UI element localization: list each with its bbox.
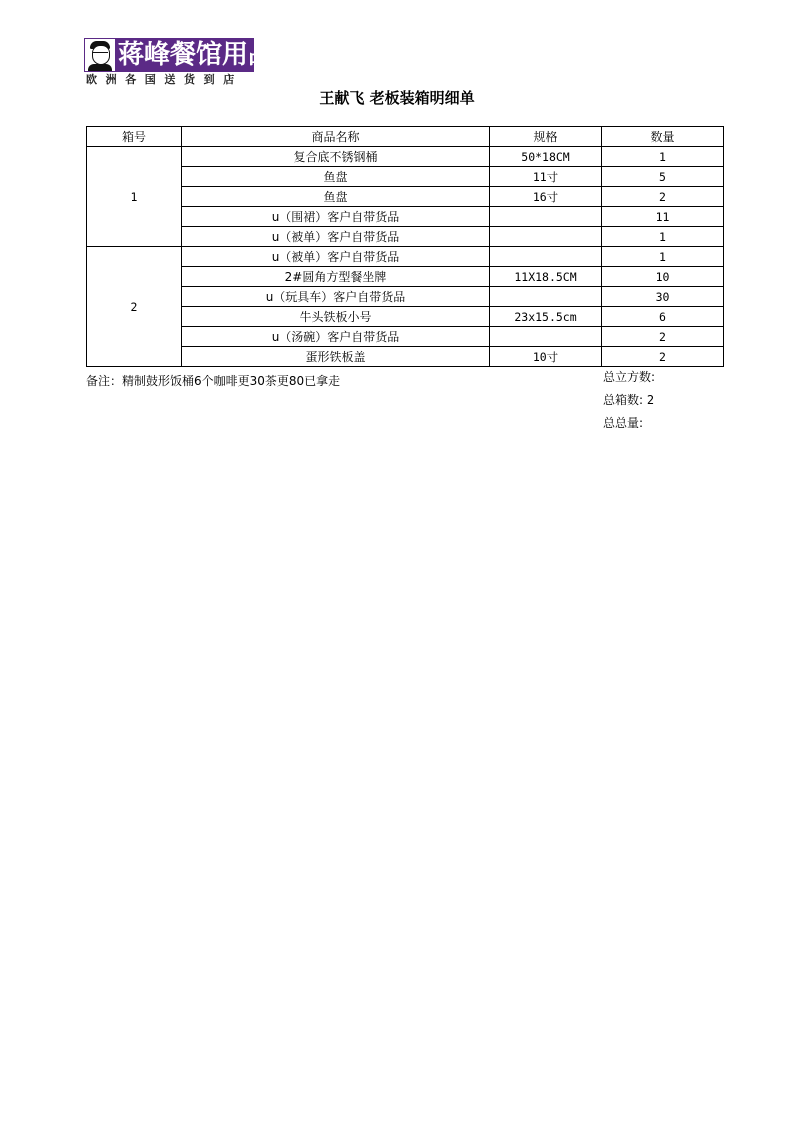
quantity-cell: 10 — [602, 267, 724, 287]
table-row — [87, 187, 724, 207]
product-name-cell: 2#圆角方型餐坐牌 — [182, 267, 490, 287]
header-spec: 规格 — [490, 127, 602, 147]
table-row — [87, 267, 724, 287]
product-name-cell: 鱼盘 — [182, 187, 490, 207]
product-name-cell: u（玩具车）客户自带货品 — [182, 287, 490, 307]
table-row — [87, 207, 724, 227]
table-row — [87, 147, 724, 167]
table-row — [87, 167, 724, 187]
packing-list-table — [86, 126, 724, 367]
box-number-cell: 1 — [87, 147, 182, 247]
portrait-icon — [85, 39, 115, 71]
logo-banner — [84, 38, 275, 72]
table-header-row — [87, 127, 724, 147]
document-title: 王献飞 老板装箱明细单 — [319, 89, 475, 107]
product-name-cell: u（汤碗）客户自带货品 — [182, 327, 490, 347]
total-boxes-label: 总箱数: — [603, 393, 644, 407]
spec-cell: 10寸 — [490, 347, 602, 367]
table-row — [87, 247, 724, 267]
total-boxes-line — [603, 392, 655, 415]
table-row — [87, 347, 724, 367]
total-boxes-value: 2 — [646, 393, 655, 407]
spec-cell — [490, 207, 602, 227]
quantity-cell: 2 — [602, 187, 724, 207]
product-name-cell: 蛋形铁板盖 — [182, 347, 490, 367]
table-row — [87, 287, 724, 307]
quantity-cell: 6 — [602, 307, 724, 327]
spec-cell: 50*18CM — [490, 147, 602, 167]
remarks-note: 备注：精制鼓形饭桶6个咖啡更30茶更80已拿走 — [86, 374, 341, 388]
total-weight-line — [603, 415, 655, 438]
spec-cell — [490, 227, 602, 247]
spec-cell: 11寸 — [490, 167, 602, 187]
quantity-cell: 30 — [602, 287, 724, 307]
product-name-cell: u（被单）客户自带货品 — [182, 227, 490, 247]
header-product-name: 商品名称 — [182, 127, 490, 147]
company-logo — [84, 38, 275, 90]
spec-cell — [490, 247, 602, 267]
spec-cell: 23x15.5cm — [490, 307, 602, 327]
quantity-cell: 2 — [602, 327, 724, 347]
spec-cell — [490, 327, 602, 347]
header-quantity: 数量 — [602, 127, 724, 147]
quantity-cell: 1 — [602, 227, 724, 247]
header-box-no: 箱号 — [87, 127, 182, 147]
quantity-cell: 1 — [602, 247, 724, 267]
spec-cell — [490, 287, 602, 307]
table-row — [87, 307, 724, 327]
totals-summary — [603, 369, 655, 438]
logo-tagline: 欧洲各国送货到店 — [86, 73, 243, 86]
box-number-cell: 2 — [87, 247, 182, 367]
total-weight-label: 总总量: — [603, 416, 644, 430]
product-name-cell: 鱼盘 — [182, 167, 490, 187]
quantity-cell: 5 — [602, 167, 724, 187]
product-name-cell: 复合底不锈钢桶 — [182, 147, 490, 167]
logo-company-name: 蒋峰餐馆用品 — [118, 40, 275, 70]
product-name-cell: u（围裙）客户自带货品 — [182, 207, 490, 227]
product-name-cell: 牛头铁板小号 — [182, 307, 490, 327]
total-volume-label: 总立方数: — [603, 370, 656, 384]
quantity-cell: 11 — [602, 207, 724, 227]
total-volume-line — [603, 369, 655, 392]
spec-cell: 11X18.5CM — [490, 267, 602, 287]
table-row — [87, 327, 724, 347]
quantity-cell: 1 — [602, 147, 724, 167]
product-name-cell: u（被单）客户自带货品 — [182, 247, 490, 267]
quantity-cell: 2 — [602, 347, 724, 367]
spec-cell: 16寸 — [490, 187, 602, 207]
table-row — [87, 227, 724, 247]
